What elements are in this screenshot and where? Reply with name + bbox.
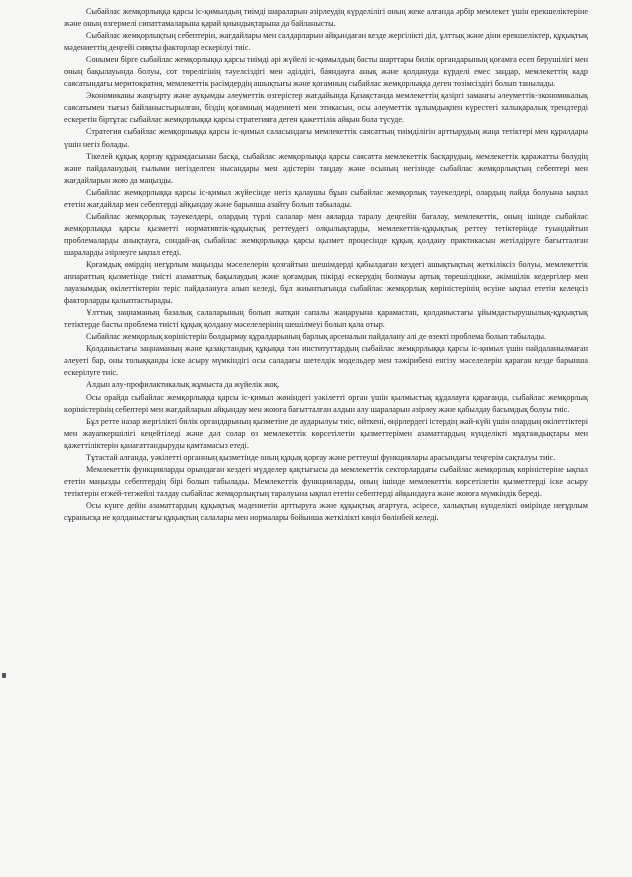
paragraph-1: Сыбайлас жемқорлыққа қарсы іс-қимылдың тиімді шараларын әзірлеудің күрделілігі оның жеке алғанда әрбір мемлекет үшін ерекшеліктеріне және оның өзгермелі сипаттамаларына қарай қиындықтарына да байланысты. — [64, 7, 588, 29]
paragraph-13: Алдын алу-профилактикалық жұмыста да жүйелік жоқ. — [86, 380, 280, 390]
paragraph-8: Сыбайлас жемқорлық тәуекелдері, олардың түрлі салалар мен аяларда таралу деңгейін бағалау, мемлекеттік, оның ішінде сыбайлас жемқорлыққа қарсы қызметті нормативтік-құқықтық реттеудегі олқылықтарды, мемлекеттік-құқықтық реттеу тетіктерінде туындайтын проблемаларды анықтауға, сондай-ақ сыбайлас жемқорлыққа қарсы қызмет процесінде құқық қолдану практикасын жетілдіруге бағытталған шараларды әзірлеуге ықпал етеді. — [64, 211, 588, 257]
paragraph-9: Қоғамдық өмірдің неғұрлым маңызды мәселелерін қозғайтын шешімдерді қабылдаған кездегі ашықтықтың жеткіліксіз болуы, мемлекеттік аппараттың қызметінде тиісті азаматтық бақылаудың және қоғамдық пікірді ескерудің болмауы артық төрешілдікке, әкімшілік кедергілер мен лауазымдық өкілеттіктерін теріс пайдалануға алып келеді, бұл жиынтығында сыбайлас жемқорлық көріністерінің өсуіне ықпал ететін келеңсіз факторларды қалыптастырады. — [64, 259, 588, 306]
paragraph-16: Тұтастай алғанда, уәкілетті органның қызметінде оның құқық қорғау және реттеуші функциялары арасындағы теңгерім сақталуы тиіс. — [86, 452, 556, 462]
paragraph-18: Осы күнге дейін азаматтардың құқықтық мәдениетін арттыруға және құқықтық ағартуға, әсіресе, халықтың күнделікті өмірінде неғұрлым сұранысқа ие қолданыстағы құқықтың салалары мен нормалары бойынша жеткілікті көңіл бөлінбей келеді. — [64, 500, 588, 522]
paragraph-3: Сонымен бірге сыбайлас жемқорлыққа қарсы тиімді әрі жүйелі іс-қимылдың басты шарттары билік органдарының қоғамға есеп берушілігі мен оның бақылауында болуы, сот төрелігінің тәуелсіздігі мен әділдігі, баяндауға анық және қолдануда күрделі емес заңдар, мемлекеттің кадр саясатындағы меритократия, мемлекеттік рәсімдердің ашықтығы және қоғамның сыбайлас жемқорлыққа деген төзімсіздігі болып танылады. — [64, 55, 588, 89]
paragraph-6: Тікелей құқық қорғау құрамдасынан басқа, сыбайлас жемқорлыққа қарсы саясатта мемлекеттік басқарудың, мемлекеттік қаражатты бөлудің және пайдаланудың ғылыми негізделген нысандары мен әдістерін таңдау және осының негізінде сыбайлас жемқорлықтың себептері мен жағдайларын жою да маңызды. — [64, 151, 588, 185]
paragraph-2: Сыбайлас жемқорлықтың себептерін, жағдайлары мен салдарларын айқындаған кезде жергілікті діл, ұлттық және діни ерекшеліктер, құқықтық мәдениеттің деңгейі сияқты факторлар ескерілуі тиіс. — [64, 31, 588, 53]
paragraph-12: Қолданыстағы заңнаманың және қазақстандық құқыққа тән институттардың сыбайлас жемқорлыққа қарсы іс-қимыл үшін пайдаланылмаған әлеуеті бар, оны толыққанды іске асыру мүмкіндігі осы саладағы шетелдік модельдер мен тәжірибені енгізу мәселелерін қараған кезде барынша ескерілуге тиіс. — [64, 344, 588, 378]
scan-speck — [2, 673, 6, 678]
paragraph-7: Сыбайлас жемқорлыққа қарсы іс-қимыл жүйесінде негіз қалаушы бұын сыбайлас жемқорлық тәуекелдері, олардың пайда болуына ықпал ететін жағдайлар мен себептерді айқындау және барынша азайту болып табылады. — [64, 187, 588, 209]
paragraph-10: Ұлттық заңнаманың базалық салаларының болып жатқан сапалы жаңаруына қарамастан, қолданыстағы ұйымдастырушылық-құқықтық тетіктерде басты проблема тиісті құқық қолдану мәселелерінің шешілмеуі болып қала отыр. — [64, 308, 588, 330]
paragraph-11: Сыбайлас жемқорлық көріністерін болдырмау құралдарының барлық арсеналын пайдалану әлі де өзекті проблема болып табылады. — [86, 332, 547, 342]
paragraph-5: Стратегия сыбайлас жемқорлыққа қарсы іс-қимыл саласындағы мемлекеттік саясаттың тиімділігін арттырудың жаңа тетіктері мен құралдары үшін негіз болады. — [64, 127, 588, 149]
paragraph-4: Экономиканы жаңғырту және ауқымды әлеуметтік өзгерістер жағдайында Қазақстанда мемлекеттің қазіргі заманғы әлеуметтік-экономикалық саясатымен тығыз байланыстырылған, біздің қоғамның мәдениеті мен этикасын, осы әлеуметтік зұлымдықпен күрестегі халықаралық трендтерді ескеретін біртұтас сыбайлас жемқорлыққа қарсы стратегияға деген қажеттілік айқын бола түсуде. — [64, 91, 588, 125]
paragraph-14: Осы орайда сыбайлас жемқорлыққа қарсы іс-қимыл жөніндегі уәкілетті орган үшін қылмыстық құдалауға қарағанда, сыбайлас жемқорлық көріністерінің себептері мен жағдайларын айқындау мен жоюға бағытталған алдын алу шараларын әзірлеу және қабылдау басымдық болуы тиіс. — [64, 392, 588, 414]
paragraph-15: Бұл ретте назар жергілікті билік органдарының қызметіне де аударылуы тиіс, өйткені, өңірлердегі істердің жай-күйі үшін олардың өкілеттіктері мен жауапкершілігі кеңейтіледі және дәл солар өз мемлекеттік көрсетілетін қызметтерімен азаматтардың күнделікті мұқтаждықтары мен қажеттіліктерін қанағаттандыруды қамтамасыз етеді. — [64, 416, 588, 450]
paragraph-17: Мемлекеттік функцияларды орындаған кездегі мүдделер қақтығысы да мемлекеттік секторлардағы сыбайлас жемқорлық көріністеріне ықпал ететін маңызды себептердің бірі болып табылады. Мемлекеттік функцияларды, оның ішінде мемлекеттік көрсетілетін қызметтерді іске асыру тетіктерін егжей-тегжейлі талдау сыбайлас жемқорлықтың таралуына ықпал ететін себептерді айқындауға және жоюға мүмкіндік береді. — [64, 464, 588, 498]
